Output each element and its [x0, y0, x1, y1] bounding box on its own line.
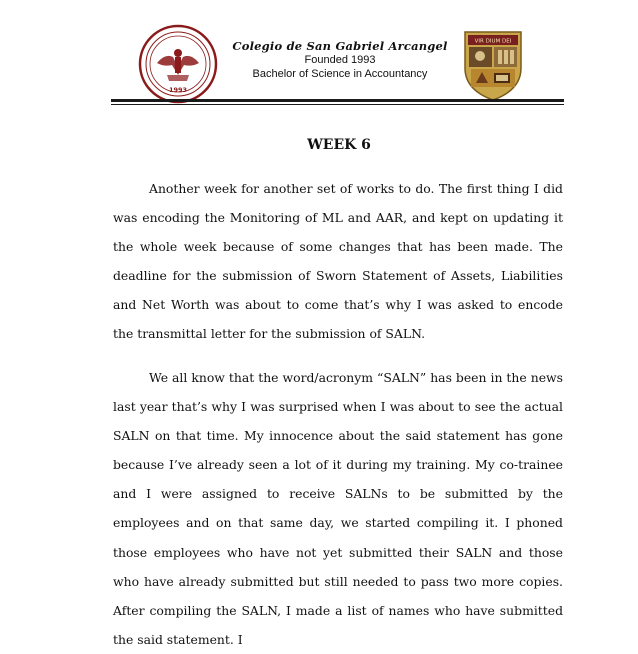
paragraph-1 [113, 174, 563, 349]
program-line: Bachelor of Science in Accountancy [252, 68, 428, 80]
page-title: WEEK 6 [307, 137, 371, 153]
paragraph-text: Another week for another set of works to do. The first thing I did was encoding the Monitoring of ML and AAR, and kept on updating it the whole week because of some changes that has been made. The deadline for the submission of Sworn Statement of Assets, Liabilities and Net Worth was about to come that’s why I was asked to encode the transmittal letter for the submission of SALN. [113, 181, 563, 342]
paragraph-text: We all know that the word/acronym “SALN” has been in the news last year that’s why I was surprised when I was about to see the actual SALN on that time. My innocence about the said statement has gone because I’ve already seen a lot of it during my training. My co-trainee and I were assigned to receive SALNs to be submitted by the employees and on that same day, we started compiling it. I phoned those employees who have not yet submitted their SALN and those who have already submitted but still needed to pass two more copies. After compiling the SALN, I made a list of names who have submitted the said statement. I [113, 370, 563, 647]
document-header [0, 0, 638, 104]
school-name: Colegio de San Gabriel Arcangel [232, 39, 448, 53]
department-crest-logo [462, 28, 524, 102]
school-seal-logo [137, 23, 219, 105]
school-info [220, 39, 460, 81]
founded-line: Founded 1993 [304, 54, 376, 66]
paragraph-2 [113, 363, 563, 654]
header-divider-thin [111, 104, 564, 105]
seal-year: 1993 [168, 86, 188, 94]
crest-motto: VIR DIUM DEI [474, 38, 512, 45]
header-divider-thick [111, 99, 564, 102]
